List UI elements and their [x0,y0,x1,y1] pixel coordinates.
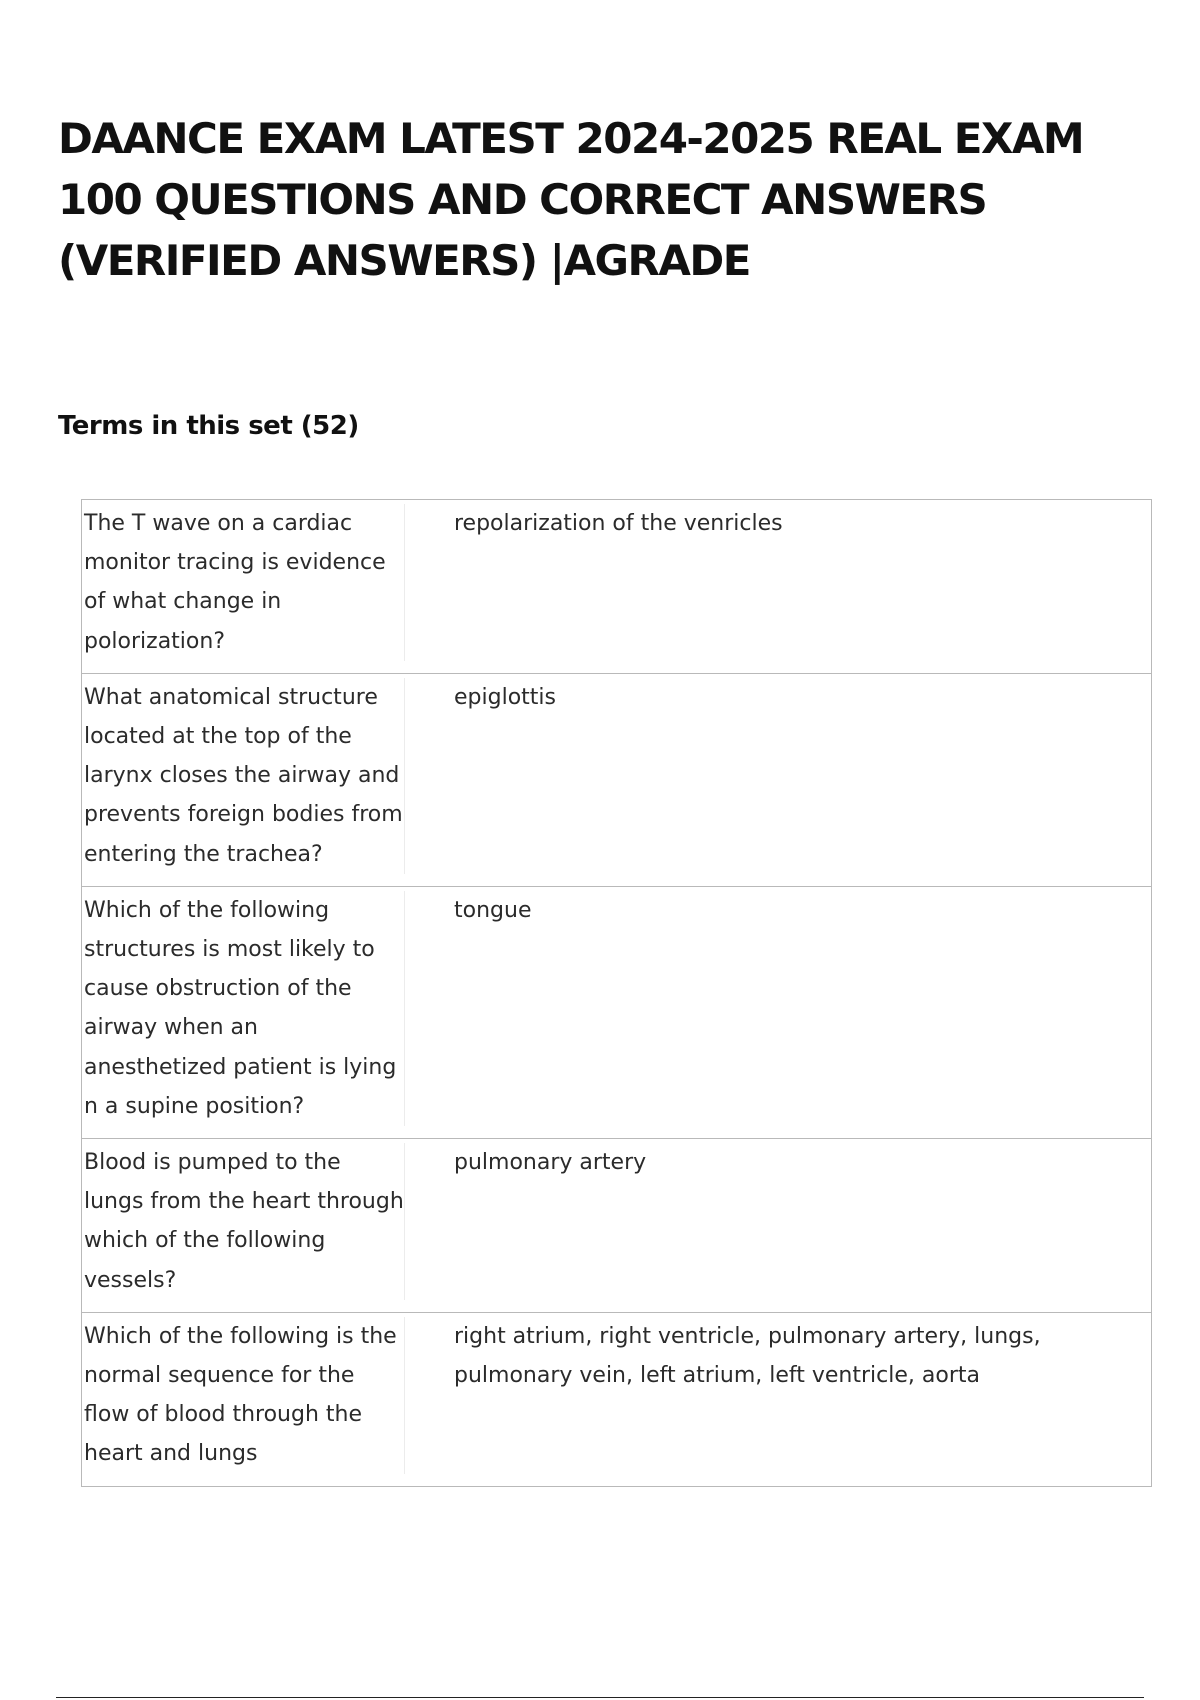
term-row [82,673,1152,886]
term-question: The T wave on a cardiac monitor tracing is evidence of what change in polorization? [82,500,405,674]
term-question: Which of the following structures is most likely to cause obstruction of the airway when an anesthetized patient is lying n a supine position? [82,886,405,1138]
terms-table [81,499,1152,1487]
term-answer: pulmonary artery [454,1150,647,1176]
term-answer: repolarization of the venricles [454,511,783,536]
terms-count-heading: Terms in this set (52) [58,411,359,441]
page-title: DAANCE EXAM LATEST 2024-2025 REAL EXAM 100 QUESTIONS AND CORRECT ANSWERS (VERIFIED ANSWERS) |AGRADE [58,114,1084,285]
term-question: Blood is pumped to the lungs from the heart through which of the following vessels? [82,1139,405,1313]
term-answer: right atrium, right ventricle, pulmonary artery, lungs, pulmonary vein, left atrium, left ventricle, aorta [454,1323,1041,1389]
term-row [82,1139,1152,1313]
term-row [82,886,1152,1138]
term-row [82,1312,1152,1486]
term-question: What anatomical structure located at the top of the larynx closes the airway and prevents foreign bodies from entering the trachea? [82,673,405,886]
footer-divider [56,1697,1144,1698]
term-row [82,500,1152,674]
term-answer: tongue [454,897,532,923]
term-answer: epiglottis [454,684,556,710]
term-question: Which of the following is the normal sequence for the flow of blood through the heart and lungs [82,1312,405,1486]
